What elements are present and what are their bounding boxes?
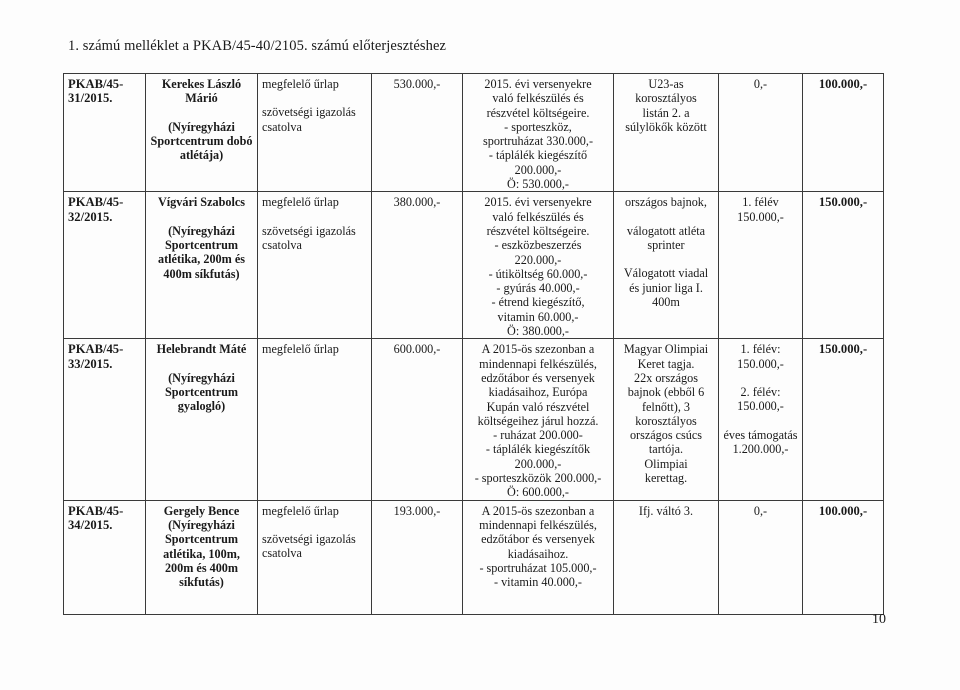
result-line: listán 2. a (642, 105, 690, 120)
result-line: válogatott atléta (626, 223, 706, 238)
purpose-line: edzőtábor és versenyek (481, 532, 595, 547)
previous-line: 150.000,- (737, 356, 784, 371)
purpose-line: 200.000,- (514, 162, 562, 177)
documents-cell (258, 500, 372, 614)
previous-line: éves támogatás (723, 427, 798, 442)
result-line: 400m (652, 294, 680, 309)
result-line: Magyar Olimpiai (623, 342, 709, 357)
purpose-cell (463, 192, 614, 339)
applicant-name: Gergely Bence (163, 503, 240, 518)
table-row (64, 192, 884, 339)
result-line: tartója. (648, 442, 684, 457)
purpose-line: részvétel költségeire. (486, 105, 590, 120)
result-line: bajnok (ebből 6 (627, 385, 705, 400)
proposed-amount: 150.000,- (803, 192, 884, 339)
result-line: felnőtt), 3 (641, 399, 691, 414)
purpose-line: költségeihez járul hozzá. (477, 413, 599, 428)
purpose-line: - táplálék kiegészítők (485, 442, 591, 457)
results-cell (614, 74, 719, 192)
requested-amount: 600.000,- (372, 339, 463, 500)
purpose-line: 200.000,- (514, 456, 562, 471)
purpose-line: - ruházat 200.000- (493, 428, 583, 443)
results-cell (614, 500, 719, 614)
applicant-name: Kerekes László Márió (161, 77, 242, 106)
page-title: 1. számú melléklet a PKAB/45-40/2105. számú előterjesztéshez (68, 38, 447, 54)
purpose-line: sportruházat 330.000,- (483, 134, 593, 149)
proposed-amount: 100.000,- (803, 500, 884, 614)
doc-form: megfelelő űrlap (262, 503, 339, 518)
purpose-line: 2015. évi versenyekre (484, 77, 592, 91)
table-row (64, 339, 884, 500)
applicant-cell (146, 74, 258, 192)
results-cell (614, 192, 719, 339)
purpose-line: való felkészülés és (492, 91, 584, 106)
result-line: Keret tagja. (637, 356, 695, 371)
row-id: PKAB/45-34/2015. (64, 500, 146, 614)
documents-cell (258, 74, 372, 192)
purpose-cell (463, 339, 614, 500)
purpose-line: - gyúrás 40.000,- (496, 281, 580, 296)
proposed-amount: 100.000,- (803, 74, 884, 192)
purpose-line: - sportruházat 105.000,- (479, 560, 597, 575)
table-row (64, 500, 884, 614)
doc-certificate: szövetségi igazolás csatolva (262, 105, 356, 134)
doc-form: megfelelő űrlap (262, 195, 339, 210)
row-id: PKAB/45-31/2015. (64, 74, 146, 192)
purpose-cell (463, 500, 614, 614)
applicant-club: (Nyíregyházi Sportcentrum gyalogló) (164, 370, 239, 414)
applicant-cell (146, 500, 258, 614)
documents-cell (258, 192, 372, 339)
previous-line: 0,- (753, 503, 768, 518)
requested-amount: 530.000,- (372, 74, 463, 192)
applicant-club: (Nyíregyházi Sportcentrum atlétika, 100m, 200m és 400m síkfutás) (163, 517, 240, 590)
previous-line: 2. félév: (740, 384, 781, 399)
purpose-line: edzőtábor és versenyek (481, 370, 595, 385)
purpose-line: Ö: 600.000,- (507, 485, 569, 500)
doc-certificate: szövetségi igazolás csatolva (262, 223, 356, 252)
purpose-line: - eszközbeszerzés (494, 238, 582, 253)
applicant-cell (146, 339, 258, 500)
row-id: PKAB/45-33/2015. (64, 339, 146, 500)
result-line: Ifj. váltó 3. (638, 503, 694, 518)
requested-amount: 193.000,- (372, 500, 463, 614)
previous-support-cell (719, 192, 803, 339)
purpose-line: Ö: 380.000,- (507, 324, 569, 339)
previous-line: 1.200.000,- (732, 441, 789, 456)
purpose-line: - sporteszközök 200.000,- (474, 471, 602, 486)
result-line: korosztályos (635, 413, 697, 428)
result-line: Olimpiai (644, 456, 688, 471)
result-line: sprinter (647, 237, 685, 252)
page-number: 10 (872, 612, 886, 627)
previous-support-cell (719, 74, 803, 192)
previous-line: 0,- (753, 77, 768, 91)
purpose-cell (463, 74, 614, 192)
purpose-line: - útiköltség 60.000,- (488, 266, 588, 281)
purpose-line: 2015. évi versenyekre (484, 195, 592, 210)
previous-line: 150.000,- (737, 399, 784, 414)
purpose-line: mindennapi felkészülés, (479, 356, 597, 371)
applicant-name: Helebrandt Máté (156, 342, 247, 357)
purpose-line: - étrend kiegészítő, (491, 295, 585, 310)
result-line: U23-as (648, 77, 684, 91)
table-row (64, 74, 884, 192)
purpose-line: Ö: 530.000,- (507, 177, 569, 192)
result-line: és junior liga I. (629, 280, 703, 295)
purpose-line: vitamin 60.000,- (497, 309, 579, 324)
purpose-line: Kupán való részvétel (486, 399, 590, 414)
result-line: országos csúcs (629, 428, 703, 443)
purpose-line: 220.000,- (514, 252, 562, 267)
purpose-line: kiadásaihoz, Európa (488, 385, 588, 400)
result-line: súlylökők között (625, 119, 707, 134)
purpose-line: - táplálék kiegészítő (488, 148, 588, 163)
doc-certificate: szövetségi igazolás csatolva (262, 531, 356, 561)
applicant-cell (146, 192, 258, 339)
purpose-line: A 2015-ös szezonban a (481, 503, 595, 518)
previous-line: 150.000,- (737, 209, 784, 224)
purpose-line: mindennapi felkészülés, (479, 517, 597, 532)
purpose-line: - vitamin 40.000,- (493, 575, 582, 590)
results-cell (614, 339, 719, 500)
result-line: Válogatott viadal (623, 266, 709, 281)
proposed-amount: 150.000,- (803, 339, 884, 500)
purpose-line: - sporteszköz, (504, 119, 572, 134)
purpose-line: való felkészülés és (492, 209, 584, 224)
documents-cell (258, 339, 372, 500)
purpose-line: részvétel költségeire. (486, 223, 590, 238)
requested-amount: 380.000,- (372, 192, 463, 339)
purpose-line: A 2015-ös szezonban a (481, 342, 595, 357)
row-id: PKAB/45-32/2015. (64, 192, 146, 339)
purpose-line: kiadásaihoz. (507, 546, 569, 561)
doc-form: megfelelő űrlap (262, 342, 339, 357)
applicant-club: (Nyíregyházi Sportcentrum atlétika, 200m és 400m síkfutás) (158, 223, 245, 281)
applications-table (63, 73, 884, 615)
result-line: 22x országos (634, 370, 698, 385)
previous-support-cell (719, 339, 803, 500)
result-line: országos bajnok, (625, 195, 707, 210)
doc-form: megfelelő űrlap (262, 77, 339, 91)
result-line: kerettag. (644, 471, 688, 486)
previous-line: 1. félév: (740, 342, 781, 357)
applicant-club: (Nyíregyházi Sportcentrum dobó atlétája) (150, 119, 253, 163)
applicant-name: Vígvári Szabolcs (157, 195, 245, 210)
result-line: korosztályos (635, 91, 697, 106)
previous-line: 1. félév (742, 195, 779, 210)
previous-support-cell (719, 500, 803, 614)
